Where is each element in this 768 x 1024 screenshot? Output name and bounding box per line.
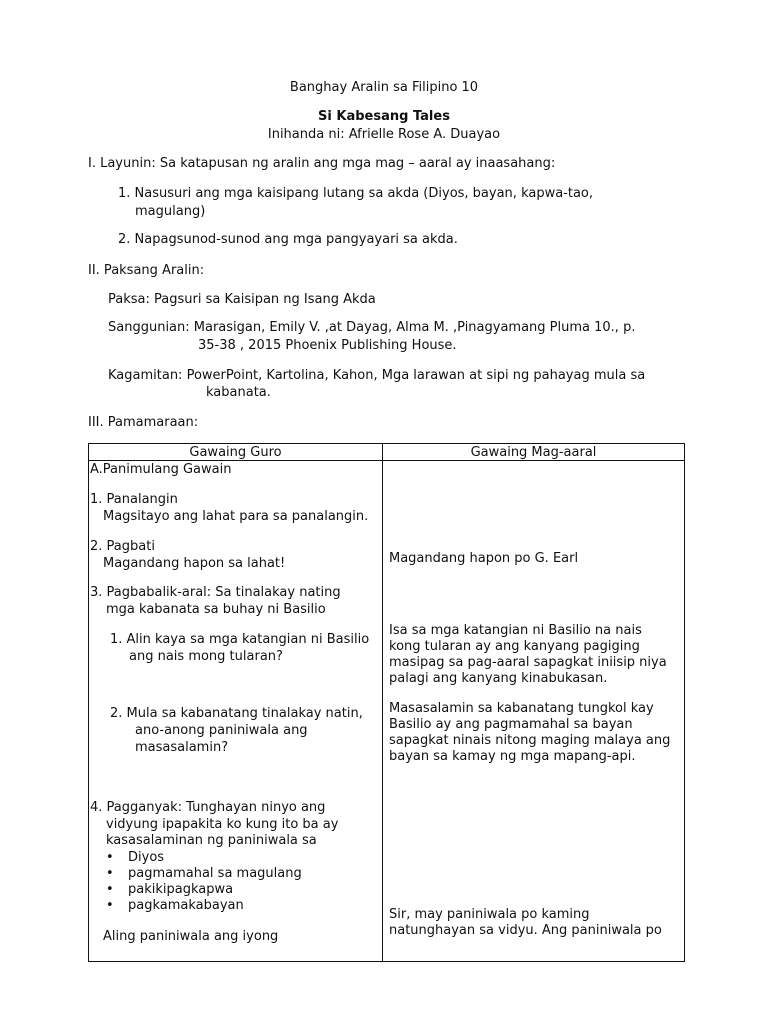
pamamaraan-table — [88, 443, 685, 962]
document-author: Inihanda ni: Afrielle Rose A. Duayao — [267, 127, 501, 142]
question-1: 1. Alin kaya sa mga katangian ni Basilio — [110, 632, 370, 647]
answer-1-cont-2: masipag sa pag-aaral sapagkat iniisip niya — [389, 655, 667, 670]
pagbabalik-aral-line: 3. Pagbabalik-aral: Sa tinalakay nating — [90, 585, 341, 600]
question-2: 2. Mula sa kabanatang tinalakay natin, — [110, 706, 363, 721]
kagamitan-line-cont: kabanata. — [206, 385, 271, 400]
table-header-row — [89, 444, 685, 461]
layunin-item-2: 2. Napagsunod-sunod ang mga pangyayari sa akda. — [118, 232, 458, 247]
sanggunian-line-cont: 35-38 , 2015 Phoenix Publishing House. — [198, 338, 457, 353]
question-2-cont: ano-anong paniniwala ang — [135, 723, 308, 738]
panalangin-text: Magsitayo ang lahat para sa panalangin. — [103, 509, 369, 524]
column-header-guro: Gawaing Guro — [89, 444, 383, 461]
table-row — [89, 461, 685, 962]
panimulang-gawain-heading: A.Panimulang Gawain — [90, 462, 232, 477]
list-item: • Diyos — [128, 850, 164, 865]
paksa-line: Paksa: Pagsuri sa Kaisipan ng Isang Akda — [108, 292, 376, 307]
question-2-cont-2: masasalamin? — [135, 740, 229, 755]
column-header-mag-aaral: Gawaing Mag-aaral — [383, 444, 685, 461]
mag-aaral-cell — [383, 461, 685, 962]
pagganyak-line-cont: vidyung ipapakita ko kung ito ba ay — [106, 817, 339, 832]
pagganyak-line: 4. Pagganyak: Tunghayan ninyo ang — [90, 800, 326, 815]
document-subject: Banghay Aralin sa Filipino 10 — [289, 80, 479, 95]
answer-3: Sir, may paniniwala po kaming — [389, 907, 590, 922]
list-item: • pakikipagkapwa — [128, 882, 233, 897]
list-item: • pagkamakabayan — [128, 898, 244, 913]
answer-2: Masasalamin sa kabanatang tungkol kay — [389, 701, 654, 716]
pagganyak-line-cont-2: kasasalaminan ng paniniwala sa — [106, 833, 317, 848]
layunin-item-1: 1. Nasusuri ang mga kaisipang lutang sa akda (Diyos, bayan, kapwa-tao, — [118, 186, 594, 201]
answer-1-cont: kong tularan ay ang kanyang pagiging — [389, 639, 640, 654]
pagbati-text: Magandang hapon sa lahat! — [103, 556, 286, 571]
list-item: • pagmamahal sa magulang — [128, 866, 302, 881]
answer-2-cont-3: bayan sa kamay ng mga mapang-api. — [389, 749, 636, 764]
kagamitan-line: Kagamitan: PowerPoint, Kartolina, Kahon, Mga larawan at sipi ng pahayag mula sa — [108, 368, 646, 383]
pagbabalik-aral-line-cont: mga kabanata sa buhay ni Basilio — [106, 602, 326, 617]
sanggunian-line: Sanggunian: Marasigan, Emily V. ,at Dayag, Alma M. ,Pinagyamang Pluma 10., p. — [108, 320, 636, 335]
pamamaraan-heading: III. Pamamaraan: — [88, 415, 199, 430]
layunin-item-1-cont: magulang) — [135, 204, 206, 219]
document-title: Si Kabesang Tales — [318, 109, 450, 124]
guro-cell — [89, 461, 383, 962]
paksang-aralin-heading: II. Paksang Aralin: — [88, 263, 205, 278]
panalangin-label: 1. Panalangin — [90, 492, 178, 507]
aling-paniniwala-text: Aling paniniwala ang iyong — [103, 929, 279, 944]
answer-1: Isa sa mga katangian ni Basilio na nais — [389, 623, 642, 638]
answer-2-cont-2: sapagkat ninais nitong maging malaya ang — [389, 733, 671, 748]
layunin-heading: I. Layunin: Sa katapusan ng aralin ang mga mag – aaral ay inaasahang: — [88, 156, 556, 171]
answer-1-cont-3: palagi ang kanyang kinabukasan. — [389, 671, 608, 686]
question-1-cont: ang nais mong tularan? — [129, 649, 283, 664]
pagbati-label: 2. Pagbati — [90, 539, 155, 554]
pagbati-response: Magandang hapon po G. Earl — [389, 551, 579, 566]
answer-2-cont: Basilio ay ang pagmamahal sa bayan — [389, 717, 633, 732]
answer-3-cont: natunghayan sa vidyu. Ang paniniwala po — [389, 923, 662, 938]
